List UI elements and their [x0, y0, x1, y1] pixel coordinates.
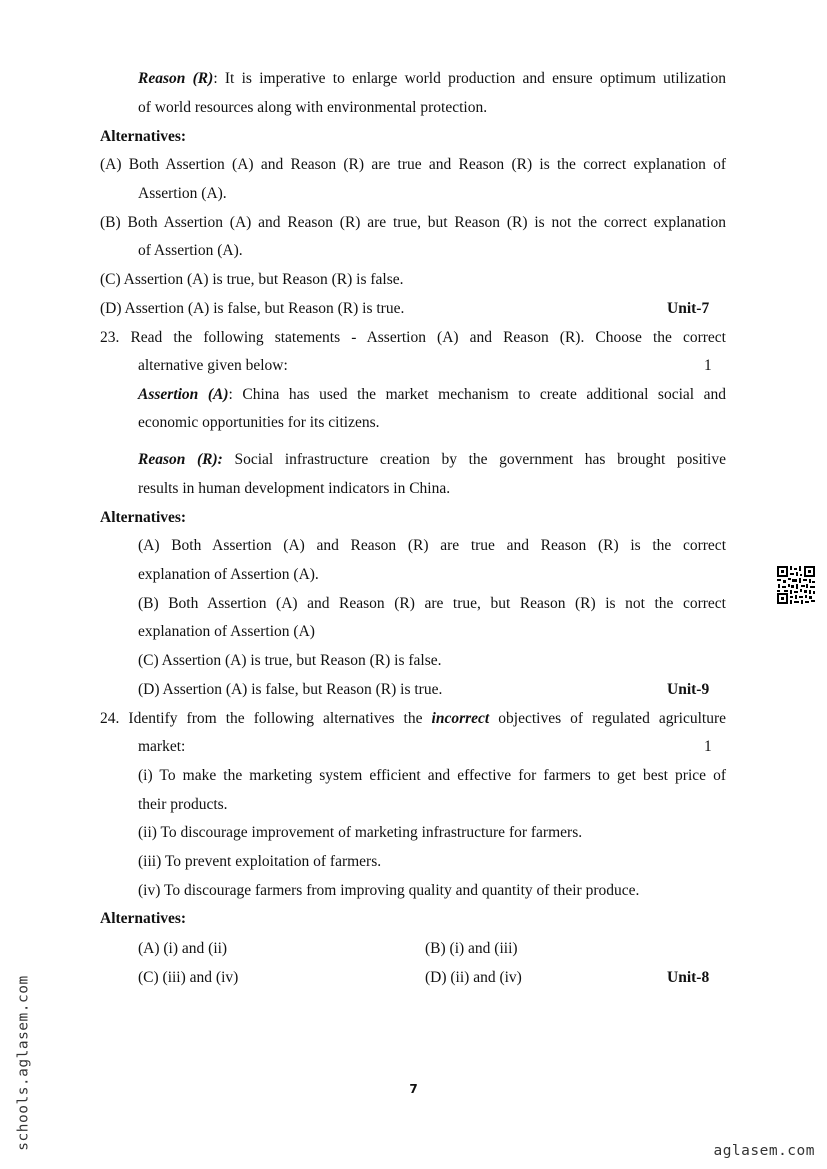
q24-item-ii: (ii) To discourage improvement of marketing infrastructure for farmers.: [138, 824, 583, 841]
q22-reason-line-1: [138, 69, 726, 89]
page-number: 7: [409, 1082, 418, 1096]
q23-marks: 1: [704, 357, 712, 374]
q22-alt-d: (D) Assertion (A) is false, but Reason (R) is true.: [100, 300, 405, 317]
q23-alternatives-heading: Alternatives:: [100, 509, 187, 526]
q24-alternatives-heading: Alternatives:: [100, 910, 187, 927]
q24-option-c: (C) (iii) and (iv): [138, 969, 239, 986]
q22-alt-c: (C) Assertion (A) is true, but Reason (R) is false.: [100, 271, 404, 288]
q23-alt-a-line-2: explanation of Assertion (A).: [138, 566, 319, 583]
q22-alt-a-line-1: (A) Both Assertion (A) and Reason (R) are true and Reason (R) is the correct explanation of: [100, 156, 726, 173]
q23-question-line-1: 23. Read the following statements - Assertion (A) and Reason (R). Choose the correct: [100, 329, 726, 346]
q23-reason-label: Reason (R):: [138, 451, 223, 468]
q24-question-pre: 24. Identify from the following alternatives the: [100, 710, 432, 727]
q24-item-iii: (iii) To prevent exploitation of farmers.: [138, 853, 382, 870]
q23-alt-d: (D) Assertion (A) is false, but Reason (R) is true.: [138, 681, 443, 698]
q24-item-iv: (iv) To discourage farmers from improving quality and quantity of their produce.: [138, 882, 640, 899]
q23-reason-line-2: results in human development indicators in China.: [138, 480, 451, 497]
q24-marks: 1: [704, 738, 712, 755]
q24-item-i-line-2: their products.: [138, 796, 228, 813]
q22-reason-line-2: of world resources along with environmental protection.: [138, 99, 488, 116]
q24-question-post: objectives of regulated agriculture: [489, 710, 727, 727]
qr-code-icon: [776, 565, 816, 605]
q24-option-b: (B) (i) and (iii): [425, 940, 518, 957]
q23-alt-b-line-2: explanation of Assertion (A): [138, 623, 315, 640]
q24-unit: Unit-8: [667, 969, 710, 986]
q24-option-a: (A) (i) and (ii): [138, 940, 228, 957]
q24-option-d: (D) (ii) and (iv): [425, 969, 522, 986]
q22-reason-label: Reason (R): [138, 70, 214, 87]
q22-alt-a-line-2: Assertion (A).: [138, 185, 227, 202]
q23-alt-b-line-1: (B) Both Assertion (A) and Reason (R) are true, but Reason (R) is not the correct: [138, 595, 726, 612]
q23-alt-c: (C) Assertion (A) is true, but Reason (R) is false.: [138, 652, 442, 669]
q23-alt-a-line-1: (A) Both Assertion (A) and Reason (R) are true and Reason (R) is the correct: [138, 537, 726, 554]
q23-assertion-label: Assertion (A): [138, 386, 229, 403]
q23-unit: Unit-9: [667, 681, 710, 698]
q23-assertion-line-2: economic opportunities for its citizens.: [138, 414, 380, 431]
q24-question-emphasis: incorrect: [431, 710, 490, 727]
corner-watermark: aglasem.com: [713, 1143, 815, 1159]
q22-alternatives-heading: Alternatives:: [100, 128, 187, 145]
q23-assertion-line-1: [138, 385, 726, 405]
q24-question-line-1: [100, 709, 726, 729]
q22-alt-b-line-2: of Assertion (A).: [138, 242, 243, 259]
q23-assertion-text: : China has used the market mechanism to create additional social and: [228, 386, 726, 403]
q22-reason-text: : It is imperative to enlarge world production and ensure optimum utilization: [213, 70, 726, 87]
q22-alt-b-line-1: (B) Both Assertion (A) and Reason (R) are true, but Reason (R) is not the correct explanation: [100, 214, 726, 231]
q23-reason-line-1: [138, 450, 726, 470]
q23-reason-text: Social infrastructure creation by the government has brought positive: [222, 451, 726, 468]
q24-question-line-2: market:: [138, 738, 186, 755]
side-watermark: schools.aglasem.com: [15, 975, 32, 1151]
q22-unit: Unit-7: [667, 300, 710, 317]
q24-item-i-line-1: (i) To make the marketing system efficient and effective for farmers to get best price of: [138, 767, 726, 784]
q23-question-line-2: alternative given below:: [138, 357, 288, 374]
